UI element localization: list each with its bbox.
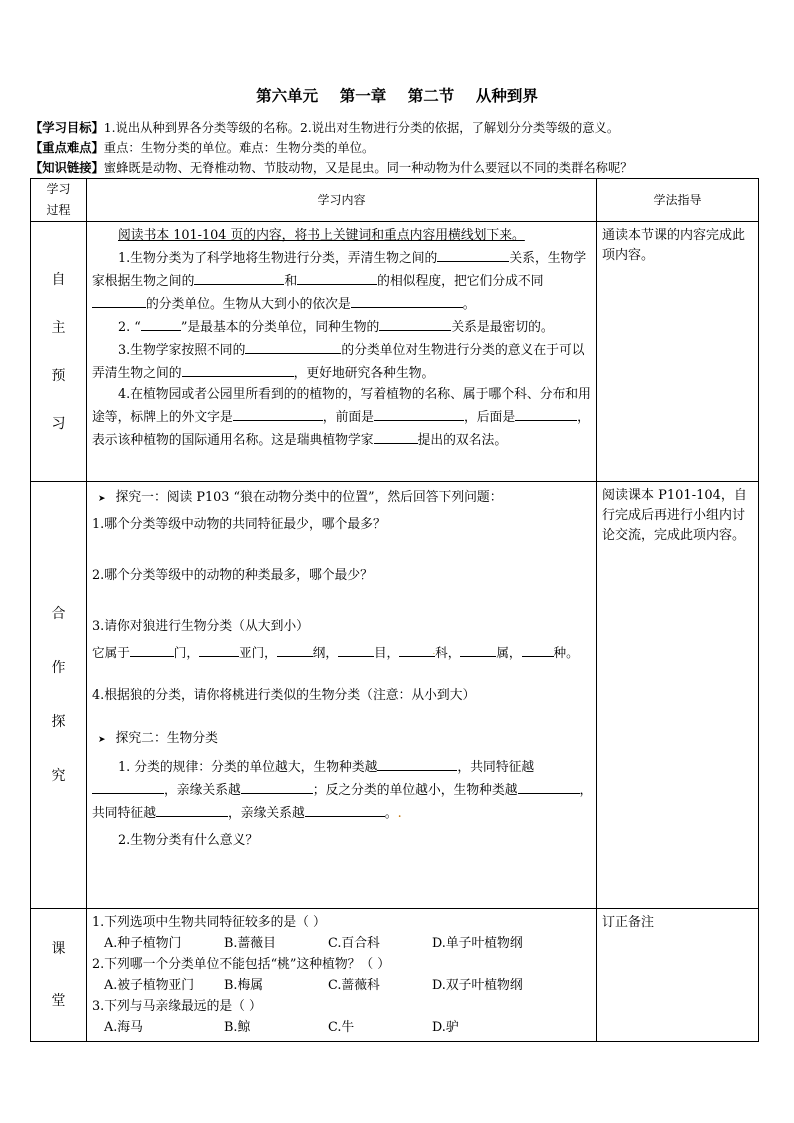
classroom-stage: [31, 909, 87, 1042]
answer-blank[interactable]: [460, 641, 496, 657]
option-c[interactable]: C.牛: [328, 1020, 355, 1035]
classroom-row: [31, 909, 759, 1042]
q-text: 的相似程度，把它们分成不同: [377, 274, 544, 289]
explore-content: [87, 482, 597, 909]
preview-question-3: [92, 338, 593, 384]
q-text: ，亲缘关系越: [227, 806, 305, 821]
preview-question-2: [92, 315, 593, 338]
stage-char: 究: [51, 768, 66, 784]
q-text: ，后面是: [463, 410, 516, 425]
knowledge-link-tag: 【知识链接】: [30, 160, 104, 175]
q-text: ，表示该种植物的国际通用名称。这是瑞典植物学家: [92, 410, 590, 448]
classroom-q1-options: [104, 933, 593, 954]
q-text: 。: [384, 806, 398, 821]
q-text: ，前面是: [322, 410, 374, 425]
preview-content: [87, 222, 597, 482]
q-text: 关系，生物学家根据生物之间的: [92, 251, 587, 289]
answer-space[interactable]: [92, 706, 593, 728]
answer-blank[interactable]: [515, 405, 577, 421]
answer-blank[interactable]: [351, 292, 463, 308]
q-text: 的分类单位对生物进行分类的意义在于可以弄清生物之间的: [92, 343, 585, 381]
answer-blank[interactable]: [305, 801, 385, 817]
answer-blank[interactable]: [92, 778, 164, 794]
answer-blank[interactable]: .: [399, 641, 435, 657]
explore-2-q1: [92, 755, 593, 824]
stage-char: 堂: [51, 993, 66, 1009]
answer-blank[interactable]: [241, 778, 313, 794]
option-b[interactable]: B.蔷薇目: [224, 936, 276, 951]
q-text: 种。: [553, 645, 579, 660]
explore-1-q3: 3.请你对狼进行生物分类（从大到小）: [92, 619, 309, 634]
q-text: ，更好地研究各种生物。: [293, 366, 435, 381]
stage-char: 探: [51, 714, 66, 730]
stage-char: 合: [51, 606, 66, 622]
answer-blank[interactable]: [245, 338, 341, 354]
learning-goal-line: [30, 118, 780, 138]
q-text: 。: [462, 297, 476, 312]
answer-blank[interactable]: [199, 641, 239, 657]
option-b[interactable]: B.梅属: [224, 978, 264, 993]
answer-blank[interactable]: [437, 246, 509, 262]
header-guide: 学法指导: [597, 179, 759, 222]
option-d[interactable]: D.双子叶植物纲: [432, 978, 523, 993]
stage-char: 课: [51, 941, 66, 957]
q-text: 2. “: [118, 320, 141, 335]
preview-question-4: [92, 384, 593, 451]
header-process-line1: 学习: [46, 182, 71, 196]
q-text: 探究一：阅读 P103 “狼在动物分类中的位置”，然后回答下列问题：: [115, 490, 503, 505]
answer-blank[interactable]: [297, 269, 377, 285]
arrow-bullet-icon: ➤: [98, 494, 106, 504]
q-text: 纲，: [312, 645, 338, 660]
stage-char: 作: [51, 660, 66, 676]
learning-goal-text: 1.说出从种到界各分类等级的名称。2.说出对生物进行分类的依据，了解划分分类等级的意义。: [103, 121, 620, 135]
q-text: 4.在植物园或者公园里所看到的的植物的，写着植物的名称、属于哪个科、分布和用途等，标牌上的外文字是: [92, 387, 591, 425]
classroom-q3-options: [104, 1017, 593, 1038]
answer-blank[interactable]: [182, 361, 294, 377]
explore-stage: [31, 482, 87, 909]
header-content: 学习内容: [87, 179, 597, 222]
classroom-question-1: 1.下列选项中生物共同特征较多的是（ ）: [92, 915, 326, 930]
explore-guide: 阅读课本 P101-104，自行完成后再进行小组内讨论交流，完成此项内容。: [597, 482, 759, 909]
answer-blank[interactable]: [518, 778, 580, 794]
option-a[interactable]: A.被子植物亚门: [104, 978, 195, 993]
q-text: ”是最基本的分类单位，同种生物的: [180, 320, 380, 335]
answer-space[interactable]: [92, 586, 593, 616]
q-text: 探究二：生物分类: [115, 731, 218, 746]
explore-1-q1: 1.哪个分类等级中动物的共同特征最少，哪个最多？: [92, 517, 386, 532]
answer-blank[interactable]: [141, 315, 181, 331]
answer-blank[interactable]: [233, 405, 323, 421]
option-d[interactable]: D.单子叶植物纲: [432, 936, 523, 951]
option-c[interactable]: C.蔷薇科: [328, 978, 380, 993]
answer-blank[interactable]: [92, 292, 146, 308]
explore-1-q4: 4.根据狼的分类，请你将桃进行类似的生物分类（注意：从小到大）: [92, 688, 476, 703]
q-text: 1. 分类的规律：分类的单位越大，生物种类越: [118, 760, 378, 775]
knowledge-link-text: 蜜蜂既是动物、无脊椎动物、节肢动物，又是昆虫。同一种动物为什么要冠以不同的类群名称呢？: [103, 161, 633, 175]
q-text: 3.生物学家按照不同的: [118, 343, 246, 358]
explore-row: [31, 482, 759, 909]
stage-char: 自: [51, 271, 66, 288]
header-process-line2: 过程: [46, 203, 71, 217]
classroom-q2-options: [104, 975, 593, 996]
q-text: 目，: [373, 645, 400, 660]
q-text: 亚门，: [238, 645, 277, 660]
answer-blank[interactable]: [522, 641, 554, 657]
answer-blank[interactable]: [130, 641, 174, 657]
stray-mark: .: [397, 806, 402, 821]
explore-2-title: [92, 728, 593, 751]
answer-blank[interactable]: [194, 269, 284, 285]
q-text: ，亲缘关系越: [164, 783, 241, 798]
answer-blank[interactable]: [156, 801, 228, 817]
option-d[interactable]: D.驴: [432, 1020, 459, 1035]
q-text: 科，: [435, 645, 461, 660]
classroom-question-3: 3.下列与马亲缘最远的是（ ）: [92, 999, 262, 1014]
answer-blank[interactable]: [374, 428, 418, 444]
answer-blank[interactable]: [374, 405, 464, 421]
option-b[interactable]: B.鲸: [224, 1020, 251, 1035]
explore-1-title: [92, 487, 593, 510]
q-text: ，共同特征越: [457, 760, 535, 775]
stage-char: 主: [51, 319, 66, 336]
explore-1-q3-line: [92, 641, 593, 663]
preview-row: [31, 222, 759, 482]
explore-2-q2: 2.生物分类有什么意义？: [118, 833, 259, 848]
answer-blank[interactable]: [338, 641, 374, 657]
q-text: 门，: [173, 645, 199, 660]
key-points-text: 重点：生物分类的单位。难点：生物分类的单位。: [103, 141, 375, 155]
key-points-line: [30, 138, 780, 158]
answer-space: [92, 663, 593, 685]
q-text: 关系是最密切的。: [451, 320, 554, 335]
preview-question-1: [92, 246, 593, 315]
classroom-question-2: 2.下列哪一个分类单位不能包括“桃”这种植物？（ ）: [92, 957, 391, 972]
header-process: [31, 179, 87, 222]
q-text: 的分类单位。生物从大到小的依次是: [146, 297, 351, 312]
q-text: ，共同特征越: [92, 783, 593, 821]
answer-blank[interactable]: [277, 641, 313, 657]
q-text: 属，: [496, 645, 522, 660]
knowledge-link-line: [30, 158, 780, 178]
answer-space[interactable]: [92, 535, 593, 565]
q-text: 和: [284, 274, 298, 289]
table-header-row: [31, 179, 759, 222]
stage-char: 预: [51, 367, 66, 384]
answer-blank[interactable]: [379, 315, 451, 331]
option-a[interactable]: A.海马: [104, 1020, 143, 1035]
key-points-tag: 【重点难点】: [30, 140, 104, 155]
classroom-guide: 订正备注: [597, 909, 759, 1042]
stage-char: 习: [51, 415, 66, 432]
explore-1-q2: 2.哪个分类等级中的动物的种类最多，哪个最少？: [92, 568, 373, 583]
learning-goal-tag: 【学习目标】: [30, 120, 104, 135]
preview-stage: [31, 222, 87, 482]
preview-guide: 通读本节课的内容完成此项内容。: [597, 222, 759, 482]
page-title: 第六单元 第一章 第二节 从种到界: [256, 87, 538, 105]
answer-blank[interactable]: [377, 755, 457, 771]
worksheet-table: [30, 178, 759, 1042]
classroom-content: [87, 909, 597, 1042]
q-text: ；反之分类的单位越小，生物种类越: [312, 783, 518, 798]
q-text: 它属于: [92, 645, 130, 660]
preview-instruction: 阅读书本 101-104 页的内容，将书上关键词和重点内容用横线划下来。: [118, 228, 525, 243]
option-a[interactable]: A.种子植物门: [104, 936, 182, 951]
option-c[interactable]: C.百合科: [328, 936, 380, 951]
q-text: 1.生物分类为了科学地将生物进行分类，弄清生物之间的: [118, 251, 438, 266]
q-text: 提出的双名法。: [417, 433, 508, 448]
arrow-bullet-icon: ➤: [98, 735, 106, 745]
